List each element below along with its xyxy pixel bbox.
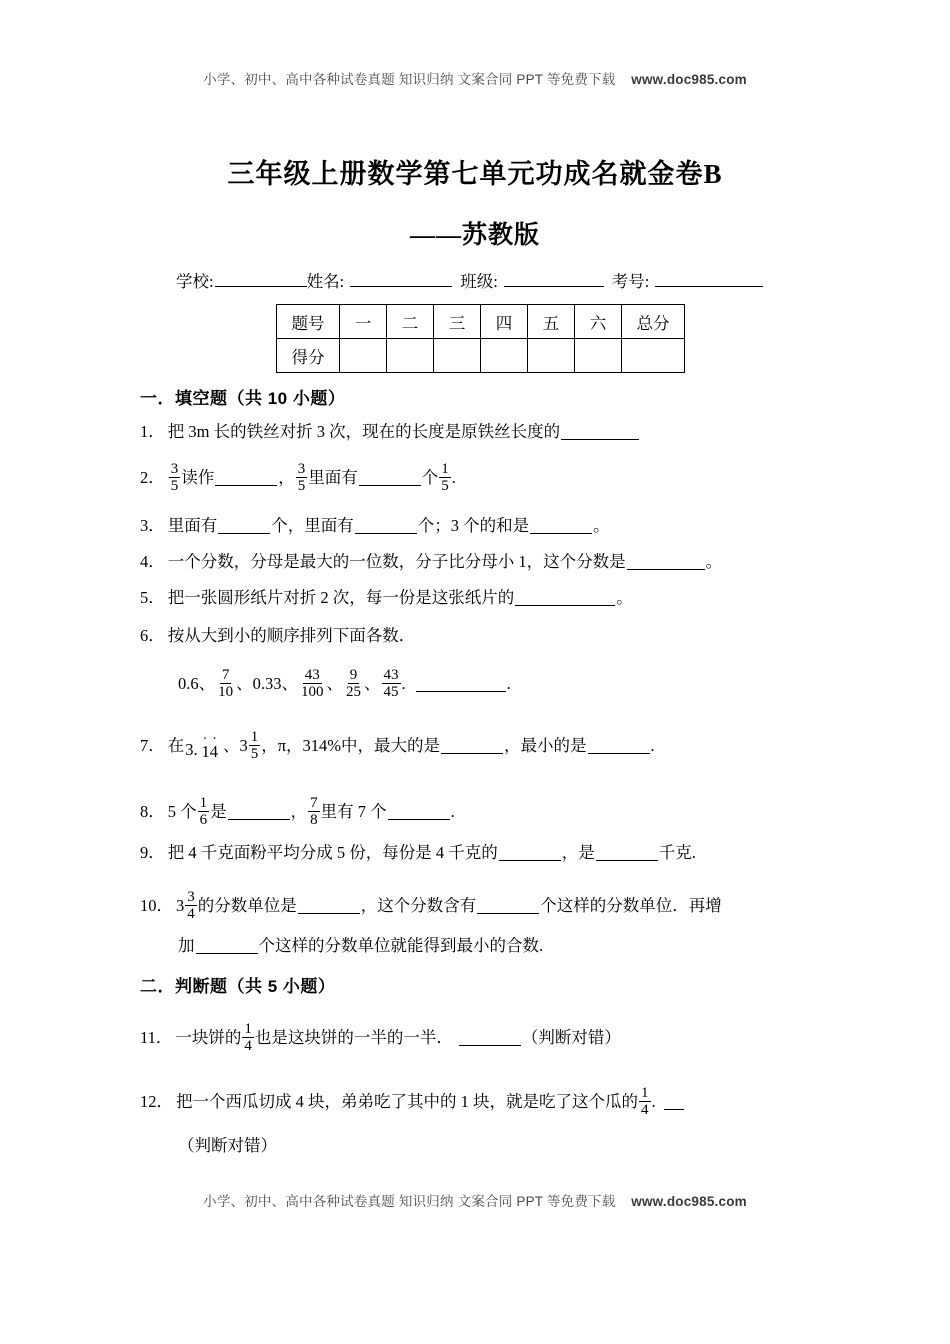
- class-field[interactable]: [460, 268, 604, 292]
- question-12-text-1: 把一个西瓜切成 4 块，弟弟吃了其中的 1 块，就是吃了这个瓜的: [176, 1092, 638, 1112]
- question-7: [140, 730, 655, 763]
- fraction-numerator: 7: [221, 667, 230, 683]
- q6-sep-0: 、: [198, 674, 216, 694]
- student-info-line: [176, 268, 796, 292]
- question-12-line-2: [178, 1138, 277, 1155]
- mixed-whole: 3: [239, 736, 248, 756]
- question-11-text-3: （判断对错）: [521, 1028, 621, 1048]
- exam-number-field[interactable]: [612, 268, 764, 292]
- question-1-number: 1．: [140, 422, 165, 441]
- question-5-blank-1[interactable]: [515, 591, 615, 606]
- page-subtitle: ——苏教版: [409, 222, 540, 249]
- fraction-3-over-5-b: [296, 461, 308, 494]
- fraction-denominator: 5: [441, 478, 449, 495]
- question-1-blank-1[interactable]: [561, 425, 639, 440]
- question-8-text-1: 5 个: [167, 802, 197, 822]
- fraction-numerator: 43: [383, 667, 399, 683]
- fraction-1-over-4: [242, 1021, 254, 1054]
- question-8-blank-2[interactable]: [388, 805, 450, 820]
- question-2: [140, 462, 456, 495]
- name-input-blank[interactable]: [350, 271, 452, 287]
- fraction-43-over-100: [299, 667, 326, 700]
- fraction-denominator: 5: [250, 746, 259, 763]
- mixed-number-3-and-1-over-5: [239, 730, 261, 763]
- question-7-blank-1[interactable]: [441, 739, 503, 754]
- score-cell-3[interactable]: [481, 339, 528, 373]
- fraction-denominator: 4: [641, 1102, 649, 1119]
- footer-watermark-url: www.doc985.com: [631, 1194, 747, 1209]
- question-7-text-4: ，最小的是: [504, 736, 587, 756]
- question-10-text-3: 个这样的分数单位．再增: [540, 896, 722, 916]
- question-9-text-2: ，是: [561, 843, 595, 862]
- repeating-decimal-head: 3.: [185, 740, 198, 760]
- question-3-text-3: 个；3 个的和是: [417, 516, 530, 535]
- fraction-9-over-25: [344, 667, 363, 700]
- question-7-blank-2[interactable]: [588, 739, 650, 754]
- table-row-header: [277, 305, 685, 339]
- question-10-blank-3[interactable]: [196, 939, 258, 954]
- fraction-1-over-5: [439, 461, 451, 494]
- page-title: 三年级上册数学第七单元功成名就金卷B: [227, 159, 723, 189]
- question-3-text-1: 里面有: [167, 516, 218, 535]
- question-11-text-1: 一块饼的: [175, 1028, 242, 1048]
- fraction-1-over-6: [198, 795, 210, 828]
- repeating-decimal-3-point-14: [185, 732, 222, 762]
- fraction-numerator: 1: [250, 729, 259, 745]
- fraction-denominator: 5: [170, 478, 179, 495]
- footer-watermark-text: 小学、初中、高中各种试卷真题 知识归纳 文案合同 PPT 等免费下载: [203, 1194, 616, 1209]
- question-2-text-5: .: [451, 468, 456, 488]
- question-2-text-4: 个: [421, 468, 439, 488]
- question-12-text-2: .: [651, 1092, 656, 1112]
- fraction-denominator: 6: [199, 812, 208, 829]
- repeating-decimal-digits: 14: [201, 742, 219, 762]
- question-9-number: 9．: [140, 843, 165, 862]
- question-7-text-3: ，π，314%中，最大的是: [261, 736, 441, 756]
- question-10-text-1: 的分数单位是: [197, 896, 297, 916]
- fraction-denominator: 10: [218, 684, 234, 701]
- question-7-text-1: 在: [167, 736, 185, 756]
- name-label: 姓名:: [306, 272, 345, 291]
- question-8-text-3: ，: [290, 802, 308, 822]
- q6-sep-3: 、: [326, 674, 343, 694]
- score-table-col-5: 六: [575, 305, 622, 339]
- question-10-text-2: ，这个分数含有: [360, 896, 477, 916]
- fraction-numerator: 1: [441, 461, 449, 477]
- q6-item-1: 0.33: [252, 674, 282, 694]
- fraction-denominator: 25: [346, 684, 361, 701]
- q6-sep-1: 、: [236, 674, 253, 694]
- question-3-blank-2[interactable]: [355, 519, 417, 534]
- fraction-numerator: 1: [244, 1021, 252, 1037]
- exam-number-input-blank[interactable]: [655, 271, 763, 287]
- question-3-number: 3．: [140, 516, 165, 535]
- question-5-text-1: 把一张圆形纸片对折 2 次，每一份是这张纸片的: [167, 588, 515, 607]
- fraction-numerator: 1: [199, 795, 208, 811]
- question-11-text-2: 也是这块饼的一半的一半．: [254, 1028, 453, 1048]
- question-9-blank-2[interactable]: [596, 846, 658, 861]
- question-4-blank-1[interactable]: [627, 555, 705, 570]
- score-table-row-label-1: 得分: [277, 339, 340, 373]
- question-6: [140, 628, 415, 645]
- question-1: [140, 424, 640, 441]
- q6-sep-2: 、: [281, 674, 298, 694]
- question-6-number-list: [178, 668, 511, 701]
- fraction-numerator: 1: [641, 1085, 649, 1101]
- fraction-7-over-10: [216, 667, 235, 700]
- question-8-text-5: .: [450, 802, 455, 822]
- fraction-numerator: 3: [170, 461, 179, 477]
- question-4-number: 4．: [140, 552, 165, 571]
- question-7-text-2: 、: [222, 736, 240, 756]
- score-table-col-0: 一: [340, 305, 387, 339]
- score-table-wrapper: [276, 304, 685, 373]
- question-1-text: 把 3m 长的铁丝对折 3 次，现在的长度是原铁丝长度的: [167, 422, 561, 441]
- school-label: 学校:: [176, 272, 214, 291]
- score-cell-1[interactable]: [387, 339, 434, 373]
- section-heading-true-false: 二．判断题（共 5 小题）: [140, 977, 336, 996]
- question-10: [140, 890, 722, 923]
- question-11-number: 11．: [140, 1028, 173, 1048]
- question-6-text-end: .: [506, 674, 511, 694]
- question-12-blank-1[interactable]: [664, 1095, 684, 1110]
- question-7-text-5: .: [650, 736, 655, 756]
- section-heading-fill-in-blanks: 一．填空题（共 10 小题）: [140, 389, 346, 408]
- mixed-number-3-and-3-over-4: [176, 890, 198, 923]
- question-3-blank-1[interactable]: [218, 519, 270, 534]
- fraction-43-over-45: [382, 667, 401, 700]
- question-12-number: 12．: [140, 1092, 173, 1112]
- score-cell-2[interactable]: [434, 339, 481, 373]
- question-10-text-5: 个这样的分数单位就能得到最小的合数.: [258, 936, 544, 955]
- q6-sep-4: 、: [364, 674, 381, 694]
- question-6-blank-1[interactable]: [416, 677, 506, 692]
- fraction-denominator: 5: [297, 478, 306, 495]
- question-8-number: 8．: [140, 802, 165, 822]
- question-4-text-2: 。: [705, 552, 723, 571]
- question-3-blank-3[interactable]: [530, 519, 592, 534]
- question-10-number: 10．: [140, 896, 173, 916]
- question-8-blank-1[interactable]: [228, 805, 290, 820]
- fraction-denominator: 4: [187, 906, 195, 923]
- question-12-text-3: （判断对错）: [178, 1136, 277, 1155]
- class-label: 班级:: [460, 272, 498, 291]
- fraction-denominator: 100: [301, 684, 324, 701]
- question-8-text-2: 是: [210, 802, 227, 822]
- school-input-blank[interactable]: [215, 271, 307, 287]
- question-2-number: 2．: [140, 468, 165, 488]
- fraction-denominator: 45: [383, 684, 399, 701]
- footer-watermark: [0, 1190, 950, 1210]
- fraction-numerator: 3: [297, 461, 306, 477]
- score-cell-4[interactable]: [528, 339, 575, 373]
- question-11: [140, 1022, 621, 1055]
- score-cell-0[interactable]: [340, 339, 387, 373]
- question-9: [140, 845, 696, 862]
- score-table-col-1: 二: [387, 305, 434, 339]
- question-10-line-2: [178, 938, 543, 955]
- question-4-text-1: 一个分数，分母是最大的一位数，分子比分母小 1，这个分数是: [167, 552, 626, 571]
- q6-item-0: 0.6: [178, 674, 199, 694]
- question-12: [140, 1086, 685, 1119]
- score-cell-total[interactable]: [622, 339, 685, 373]
- school-field[interactable]: [176, 268, 307, 292]
- question-3-text-4: 。: [593, 516, 610, 535]
- header-watermark: [0, 68, 950, 88]
- question-8: [140, 796, 455, 829]
- fraction-3-over-5-a: [169, 461, 181, 494]
- exam-number-label: 考号:: [611, 272, 650, 291]
- q6-sep-5: .: [401, 674, 406, 694]
- score-table-col-2: 三: [434, 305, 481, 339]
- header-watermark-url: www.doc985.com: [631, 72, 747, 87]
- fraction-7-over-8: [308, 795, 320, 828]
- fraction-numerator: 3: [187, 889, 195, 905]
- fraction-numerator: 7: [310, 795, 318, 811]
- score-table: [276, 304, 685, 373]
- question-8-text-4: 里有 7 个: [320, 802, 387, 822]
- question-2-blank-2[interactable]: [359, 471, 421, 486]
- question-10-text-4: 加: [178, 936, 195, 955]
- question-7-number: 7．: [140, 736, 165, 756]
- question-10-blank-2[interactable]: [477, 899, 539, 914]
- question-5: [140, 590, 633, 607]
- question-4: [140, 554, 722, 571]
- repeat-dots-icon: ··: [202, 732, 222, 748]
- question-3: [140, 518, 610, 535]
- fraction-denominator: 8: [310, 812, 318, 829]
- fraction-numerator: 9: [349, 667, 358, 683]
- question-5-number: 5．: [140, 588, 165, 607]
- question-11-blank-1[interactable]: [459, 1031, 521, 1046]
- score-cell-5[interactable]: [575, 339, 622, 373]
- repeating-decimal-body: [198, 732, 222, 762]
- question-6-text-1: 按从大到小的顺序排列下面各数．: [167, 626, 416, 645]
- class-input-blank[interactable]: [504, 271, 604, 287]
- score-table-row-label-0: 题号: [277, 305, 340, 339]
- score-table-col-4: 五: [528, 305, 575, 339]
- table-row-scores: [277, 339, 685, 373]
- mixed-whole: 3: [176, 896, 185, 916]
- question-2-text-1: 读作: [181, 468, 215, 488]
- question-6-number: 6．: [140, 626, 165, 645]
- name-field[interactable]: [307, 268, 453, 292]
- question-3-text-2: 个，里面有: [271, 516, 354, 535]
- score-table-col-3: 四: [481, 305, 528, 339]
- fraction-3-over-4: [185, 889, 197, 922]
- question-5-text-2: 。: [616, 588, 633, 607]
- fraction-numerator: 43: [304, 667, 320, 683]
- question-9-text-3: 千克.: [658, 843, 696, 862]
- question-2-blank-1[interactable]: [215, 471, 277, 486]
- question-9-text-1: 把 4 千克面粉平均分成 5 份，每份是 4 千克的: [167, 843, 498, 862]
- fraction-1-over-5: [249, 729, 261, 762]
- question-10-blank-1[interactable]: [298, 899, 360, 914]
- header-watermark-text: 小学、初中、高中各种试卷真题 知识归纳 文案合同 PPT 等免费下载: [203, 72, 616, 87]
- question-2-text-2: ，: [278, 468, 295, 488]
- fraction-denominator: 4: [244, 1038, 252, 1055]
- question-9-blank-1[interactable]: [499, 846, 561, 861]
- fraction-1-over-4: [639, 1085, 651, 1118]
- score-table-col-6: 总分: [622, 305, 685, 339]
- question-2-text-3: 里面有: [308, 468, 358, 488]
